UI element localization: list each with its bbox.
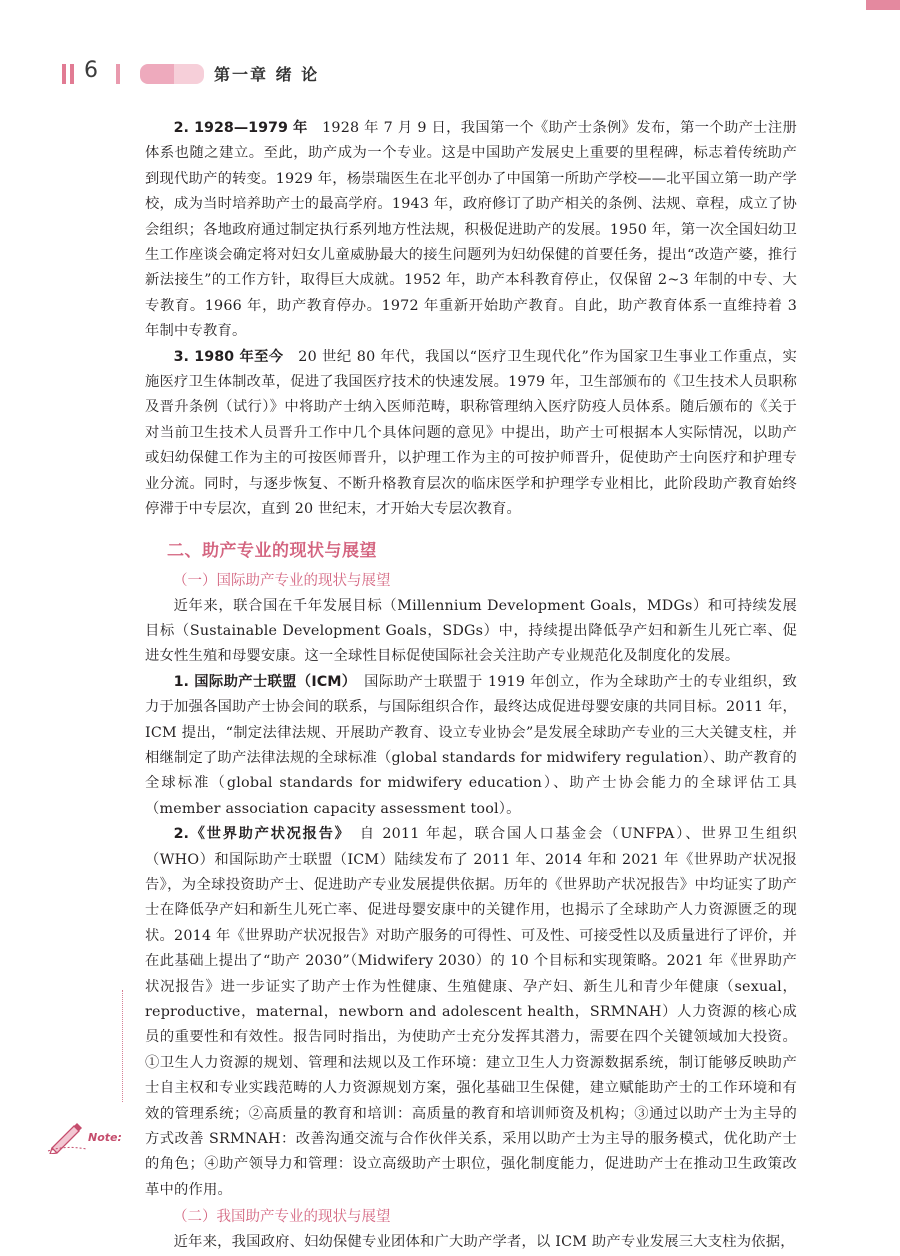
- margin-note: [46, 1118, 126, 1154]
- paragraph-1928-1979: [145, 116, 797, 345]
- paragraph-lead: 1. 国际助产士联盟（ICM）: [173, 673, 350, 690]
- paragraph-lead: 3. 1980 年至今: [173, 348, 284, 365]
- subsection-heading-international: （一）国际助产专业的现状与展望: [173, 572, 391, 589]
- header-bar-left-2: [70, 64, 74, 84]
- margin-dotted-rule: [122, 990, 123, 1102]
- running-header: [62, 58, 462, 92]
- header-pill-light: [174, 64, 204, 84]
- section-heading: 二、助产专业的现状与展望: [167, 540, 377, 561]
- header-pill-dark: [140, 64, 174, 84]
- paragraph-text: 国际助产士联盟于 1919 年创立，作为全球助产士的专业组织，致力于加强各国助产士协会间的联系，与国际组织合作，最终达成促进母婴安康的共同目标。2011 年，ICM 提出，“制定法律法规、开展助产教育、设立专业协会”是发展全球助产专业的三大关键支柱，并相继制定了助产法律法规的全球标准（global standards for midwifery regulation）、助产教育的全球标准（global standards for midwifery education）、助产士协会能力的全球评估工具（member association capacity assessment tool）。: [145, 673, 797, 817]
- corner-tab-mark: [866, 0, 900, 10]
- paragraph-intro-international: [145, 594, 797, 670]
- page-body: [145, 116, 797, 1256]
- paragraph-china-intro: [145, 1230, 797, 1255]
- paragraph-world-midwifery-report: [145, 822, 797, 1203]
- paragraph-text: 自 2011 年起，联合国人口基金会（UNFPA）、世界卫生组织（WHO）和国际助产士联盟（ICM）陆续发布了 2011 年、2014 年和 2021 年《世界助产状况报告》，为全球投资助产士、促进助产专业发展提供依据。历年的《世界助产状况报告》中均证实了助产士在降低孕产妇和新生儿死亡率、促进母婴安康中的关键作用，也揭示了全球助产人力资源匮乏的现状。2014 年《世界助产状况报告》对助产服务的可得性、可及性、可接受性以及质量进行了评价，并在此基础上提出了“助产 2030”（Midwifery 2030）的 10 个目标和实现策略。2021 年《世界助产状况报告》进一步证实了助产士作为性健康、生殖健康、孕产妇、新生儿和青少年健康（sexual，reproductive，maternal，newborn and adolescent health，SRMNAH）人力资源的核心成员的重要性和有效性。报告同时指出，为使助产士充分发挥其潜力，需要在四个关键领域加大投资。①卫生人力资源的规划、管理和法规以及工作环境：建立卫生人力资源数据系统，制订能够反映助产士自主权和专业实践范畴的人力资源规划方案，强化基础卫生保健，建立赋能助产士的工作环境和有效的管理系统；②高质量的教育和培训：高质量的教育和培训师资及机构；③通过以助产士为主导的方式改善 SRMNAH：改善沟通交流与合作伙伴关系，采用以助产士为主导的服务模式，优化助产士的角色；④助产领导力和管理：设立高级助产士职位，强化制度能力，促进助产士在推动卫生政策改革中的作用。: [145, 826, 797, 1198]
- paragraph-text: 近年来，联合国在千年发展目标（Millennium Development Goals，MDGs）和可持续发展目标（Sustainable Development Goals，SDGs）中，持续提出降低孕产妇和新生儿死亡率、促进女性生殖和母婴安康。这一全球性目标促使国际社会关注助产专业规范化及制度化的发展。: [145, 597, 797, 665]
- paragraph-lead: 2. 1928—1979 年: [173, 120, 308, 136]
- page-number: 6: [84, 58, 98, 83]
- chapter-title: 第一章 绪 论: [214, 65, 320, 84]
- paragraph-1980-now: [145, 345, 797, 523]
- note-label: Note:: [88, 1131, 122, 1144]
- paragraph-lead: 2.《世界助产状况报告》: [173, 826, 344, 843]
- paragraph-text: 近年来，我国政府、妇幼保健专业团体和广大助产学者，以 ICM 助产专业发展三大支柱为依据，: [173, 1234, 795, 1251]
- header-bar-mid: [116, 64, 120, 84]
- pencil-icon: [46, 1118, 86, 1154]
- paragraph-text: 20 世纪 80 年代，我国以“医疗卫生现代化”作为国家卫生事业工作重点，实施医疗卫生体制改革，促进了我国医疗技术的快速发展。1979 年，卫生部颁布的《卫生技术人员职称及晋升条例（试行）》中将助产士纳入医师范畴，职称管理纳入医疗防疫人员体系。随后颁布的《关于对当前卫生技术人员晋升工作中几个具体问题的意见》中提出，助产士可根据本人实际情况，以助产或妇幼保健工作为主的可按医师晋升，以护理工作为主的可按护师晋升，促使助产士向医疗和护理专业分流。同时，与逐步恢复、不断升格教育层次的临床医学和护理学专业相比，此阶段助产教育始终停滞于中专层次，直到 20 世纪末，才开始大专层次教育。: [145, 348, 798, 518]
- paragraph-text: 1928 年 7 月 9 日，我国第一个《助产士条例》发布，第一个助产士注册体系也随之建立。至此，助产成为一个专业。这是中国助产发展史上重要的里程碑，标志着传统助产到现代助产的转变。1929 年，杨崇瑞医生在北平创办了中国第一所助产学校——北平国立第一助产学校，成为当时培养助产士的最高学府。1943 年，政府修订了助产相关的条例、法规、章程，成立了协会组织；各地政府通过制定执行系列地方性法规，积极促进助产的发展。1950 年，第一次全国妇幼卫生工作座谈会确定将对妇女儿童威胁最大的接生问题列为妇幼保健的首要任务，提出“改造产婆，推行新法接生”的工作方针，取得巨大成就。1952 年，助产本科教育停止，仅保留 2~3 年制的中专、大专教育。1966 年，助产教育停办。1972 年重新开始助产教育。自此，助产教育体系一直维持着 3 年制中专教育。: [145, 120, 797, 340]
- paragraph-icm: [145, 670, 797, 822]
- header-bar-left: [62, 64, 66, 84]
- subsection-heading-china: （二）我国助产专业的现状与展望: [173, 1209, 391, 1226]
